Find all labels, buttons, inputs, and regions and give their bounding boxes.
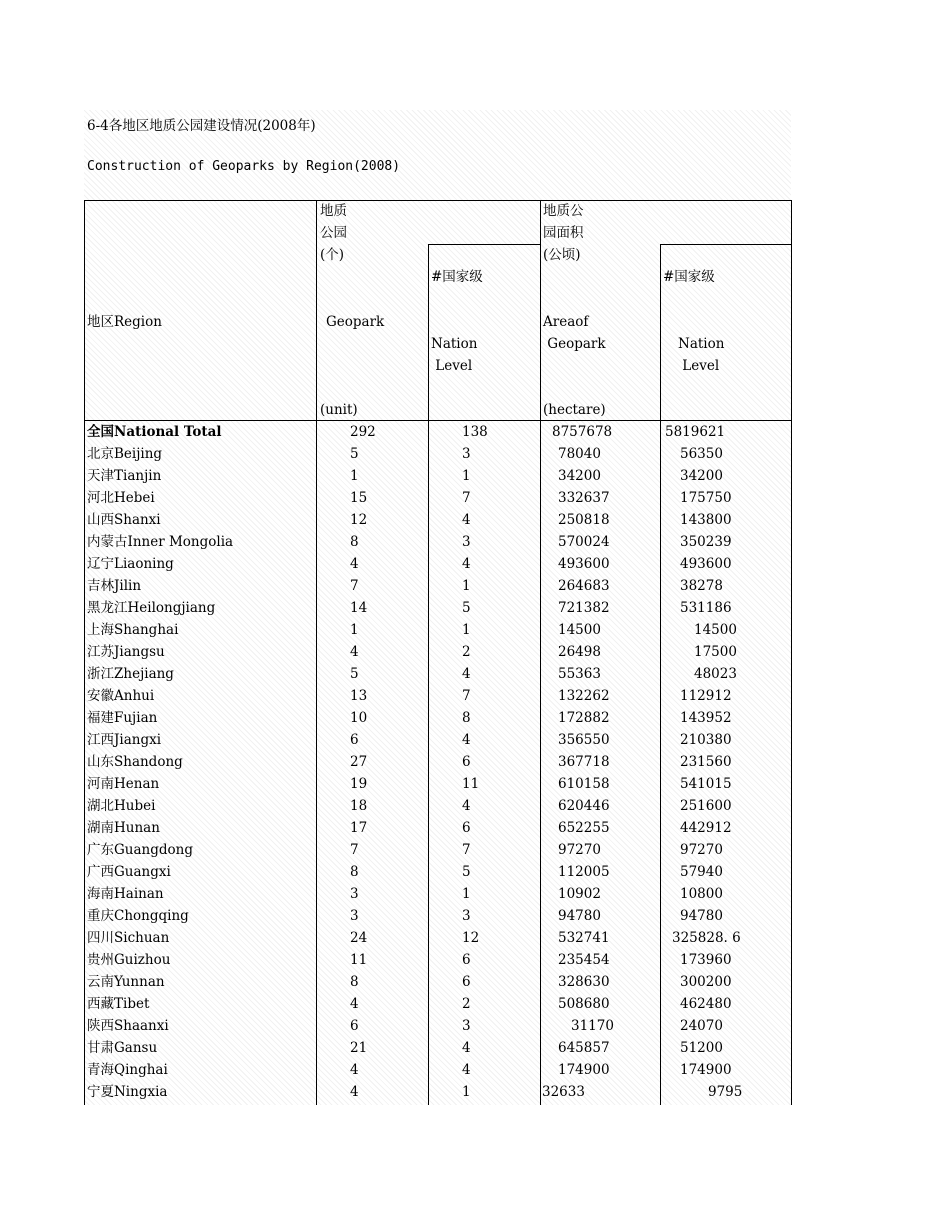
cell-area-nation-level: 175750 [680,490,732,506]
table-row [84,1037,792,1059]
table-row [84,971,792,993]
table-row [84,905,792,927]
table-row [84,729,792,751]
cell-region: 江西Jiangxi [87,732,162,748]
cell-area: 532741 [558,930,610,946]
header-geopark-en: Geopark [326,314,385,330]
subheader-line-2 [660,244,792,245]
table-row [84,553,792,575]
table-row [84,663,792,685]
cell-area-nation-level: 531186 [680,600,732,616]
cell-nation-level: 6 [462,952,471,968]
table-row [84,531,792,553]
cell-region: 江苏Jiangsu [87,644,165,660]
cell-region: 北京Beijing [87,446,163,462]
cell-area-nation-level: 174900 [680,1062,732,1078]
table-row [84,993,792,1015]
cell-area: 645857 [558,1040,610,1056]
cell-nation-level: 4 [462,666,471,682]
cell-nation-level: 4 [462,512,471,528]
cell-area-nation-level: 493600 [680,556,732,572]
cell-geoparks: 7 [350,578,359,594]
cell-area: 55363 [558,666,601,682]
cell-area-nation-level: 231560 [680,754,732,770]
cell-geoparks: 21 [350,1040,368,1056]
table-row [84,927,792,949]
cell-geoparks: 7 [350,842,359,858]
cell-region: 湖南Hunan [87,820,160,836]
cell-nation-level: 4 [462,556,471,572]
cell-area: 620446 [558,798,610,814]
cell-area-nation-level: 48023 [694,666,737,682]
cell-area-nation-level: 143952 [680,710,732,726]
table-row [84,949,792,971]
cell-area: 235454 [558,952,610,968]
cell-geoparks: 6 [350,732,359,748]
cell-region: 黑龙江Heilongjiang [87,600,216,616]
cell-area-nation-level: 350239 [680,534,732,550]
header-geopark-unit: (unit) [320,402,358,418]
cell-nation-level: 3 [462,446,471,462]
cell-nation-level: 4 [462,732,471,748]
subheader-line-1 [428,244,541,245]
cell-area-nation-level: 325828. 6 [672,930,741,946]
table-row [84,1015,792,1037]
cell-area: 26498 [558,644,601,660]
cell-region: 青海Qinghai [87,1062,168,1078]
cell-nation-level: 4 [462,1040,471,1056]
cell-area-nation-level: 300200 [680,974,732,990]
cell-area-nation-level: 51200 [680,1040,723,1056]
cell-geoparks: 5 [350,666,359,682]
header-area-cn: 地质公 园面积 (公顷) [543,203,584,263]
cell-area: 32633 [542,1084,585,1100]
cell-area: 652255 [558,820,610,836]
cell-nation-level: 3 [462,534,471,550]
cell-area: 508680 [558,996,610,1012]
table-row [84,817,792,839]
cell-area: 721382 [558,600,610,616]
cell-nation-level: 1 [462,622,471,638]
cell-region: 全国National Total [87,424,222,440]
cell-region: 福建Fujian [87,710,158,726]
cell-geoparks: 6 [350,1018,359,1034]
cell-area: 328630 [558,974,610,990]
cell-area: 97270 [558,842,601,858]
table-top-border [84,200,792,201]
cell-area: 174900 [558,1062,610,1078]
cell-region: 陕西Shaanxi [87,1018,169,1034]
table-row [84,487,792,509]
cell-nation-level: 3 [462,1018,471,1034]
cell-geoparks: 15 [350,490,368,506]
cell-region: 山东Shandong [87,754,183,770]
cell-region: 海南Hainan [87,886,164,902]
cell-nation-level: 1 [462,468,471,484]
cell-region: 贵州Guizhou [87,952,171,968]
cell-geoparks: 4 [350,1062,359,1078]
cell-nation-level: 1 [462,1084,471,1100]
cell-area-nation-level: 57940 [680,864,723,880]
cell-area: 34200 [558,468,601,484]
cell-area-nation-level: 5819621 [665,424,726,440]
cell-region: 广东Guangdong [87,842,193,858]
cell-area: 172882 [558,710,610,726]
table-row [84,619,792,641]
header-area-unit: (hectare) [543,402,606,418]
cell-geoparks: 14 [350,600,368,616]
cell-geoparks: 10 [350,710,368,726]
cell-geoparks: 4 [350,1084,359,1100]
header-national-1-cn: #国家级 [431,269,483,285]
header-geopark-cn: 地质 公园 (个) [320,203,347,263]
table-title-cn: 6-4各地区地质公园建设情况(2008年) [87,118,316,134]
cell-geoparks: 4 [350,644,359,660]
cell-area: 94780 [558,908,601,924]
cell-area: 31170 [571,1018,614,1034]
table-row [84,597,792,619]
header-national-1-en: Nation Level [431,336,478,374]
cell-nation-level: 6 [462,974,471,990]
cell-region: 安徽Anhui [87,688,155,704]
cell-nation-level: 138 [462,424,488,440]
header-national-2-en: Nation Level [678,336,725,374]
cell-geoparks: 12 [350,512,368,528]
cell-geoparks: 4 [350,556,359,572]
table-row [84,465,792,487]
cell-nation-level: 2 [462,996,471,1012]
cell-region: 上海Shanghai [87,622,179,638]
cell-region: 辽宁Liaoning [87,556,174,572]
cell-geoparks: 18 [350,798,368,814]
cell-geoparks: 1 [350,622,359,638]
table-row [84,685,792,707]
cell-geoparks: 3 [350,886,359,902]
cell-region: 内蒙古Inner Mongolia [87,534,234,550]
cell-area: 8757678 [552,424,613,440]
cell-area-nation-level: 34200 [680,468,723,484]
cell-region: 湖北Hubei [87,798,156,814]
cell-geoparks: 27 [350,754,368,770]
cell-nation-level: 7 [462,688,471,704]
table-row [84,839,792,861]
cell-area: 250818 [558,512,610,528]
cell-area: 14500 [558,622,601,638]
table-row [84,575,792,597]
cell-region: 山西Shanxi [87,512,161,528]
cell-nation-level: 11 [462,776,480,792]
cell-area-nation-level: 38278 [680,578,723,594]
cell-area-nation-level: 173960 [680,952,732,968]
cell-area-nation-level: 462480 [680,996,732,1012]
cell-geoparks: 17 [350,820,368,836]
cell-geoparks: 292 [350,424,376,440]
cell-nation-level: 3 [462,908,471,924]
cell-region: 西藏Tibet [87,996,150,1012]
cell-area-nation-level: 17500 [694,644,737,660]
cell-region: 四川Sichuan [87,930,170,946]
cell-area: 610158 [558,776,610,792]
cell-area: 112005 [558,864,610,880]
cell-area: 367718 [558,754,610,770]
cell-region: 广西Guangxi [87,864,171,880]
cell-area-nation-level: 24070 [680,1018,723,1034]
table-row [84,707,792,729]
cell-nation-level: 6 [462,820,471,836]
cell-nation-level: 12 [462,930,480,946]
header-area-en: Areaof Geopark [543,314,606,352]
cell-nation-level: 4 [462,1062,471,1078]
table-row [84,861,792,883]
cell-region: 浙江Zhejiang [87,666,174,682]
cell-area: 356550 [558,732,610,748]
cell-geoparks: 19 [350,776,368,792]
table-right-border [791,200,792,245]
table-row [84,1059,792,1081]
cell-area: 332637 [558,490,610,506]
table-title-en: Construction of Geoparks by Region(2008) [87,159,401,174]
cell-nation-level: 4 [462,798,471,814]
cell-area: 264683 [558,578,610,594]
cell-nation-level: 6 [462,754,471,770]
cell-nation-level: 5 [462,600,471,616]
cell-nation-level: 1 [462,886,471,902]
table-row [84,641,792,663]
cell-area-nation-level: 10800 [680,886,723,902]
cell-geoparks: 24 [350,930,368,946]
cell-area-nation-level: 9795 [708,1084,743,1100]
cell-area: 10902 [558,886,601,902]
cell-nation-level: 7 [462,490,471,506]
table-row [84,509,792,531]
cell-area-nation-level: 112912 [680,688,732,704]
cell-area-nation-level: 541015 [680,776,732,792]
cell-geoparks: 5 [350,446,359,462]
cell-geoparks: 1 [350,468,359,484]
cell-nation-level: 5 [462,864,471,880]
cell-geoparks: 11 [350,952,368,968]
cell-nation-level: 1 [462,578,471,594]
cell-area: 493600 [558,556,610,572]
cell-area-nation-level: 97270 [680,842,723,858]
cell-area-nation-level: 56350 [680,446,723,462]
cell-geoparks: 4 [350,996,359,1012]
cell-region: 云南Yunnan [87,974,165,990]
header-region: 地区Region [87,314,162,330]
cell-geoparks: 8 [350,864,359,880]
cell-area-nation-level: 143800 [680,512,732,528]
cell-nation-level: 8 [462,710,471,726]
cell-geoparks: 8 [350,974,359,990]
cell-area-nation-level: 94780 [680,908,723,924]
header-national-2-cn: #国家级 [663,269,715,285]
cell-area-nation-level: 442912 [680,820,732,836]
cell-area-nation-level: 251600 [680,798,732,814]
cell-nation-level: 2 [462,644,471,660]
cell-geoparks: 8 [350,534,359,550]
cell-region: 河北Hebei [87,490,155,506]
cell-area: 78040 [558,446,601,462]
cell-region: 甘肃Gansu [87,1040,158,1056]
table-row [84,795,792,817]
cell-area-nation-level: 210380 [680,732,732,748]
cell-region: 宁夏Ningxia [87,1084,168,1100]
table-row [84,1081,792,1103]
table-row [84,883,792,905]
table-row [84,773,792,795]
cell-area: 570024 [558,534,610,550]
cell-region: 吉林Jilin [87,578,142,594]
table-row [84,443,792,465]
cell-area: 132262 [558,688,610,704]
cell-nation-level: 7 [462,842,471,858]
table-row [84,751,792,773]
cell-region: 河南Henan [87,776,160,792]
cell-geoparks: 3 [350,908,359,924]
cell-geoparks: 13 [350,688,368,704]
cell-region: 天津Tianjin [87,468,162,484]
cell-area-nation-level: 14500 [694,622,737,638]
cell-region: 重庆Chongqing [87,908,189,924]
table-row [84,421,792,443]
